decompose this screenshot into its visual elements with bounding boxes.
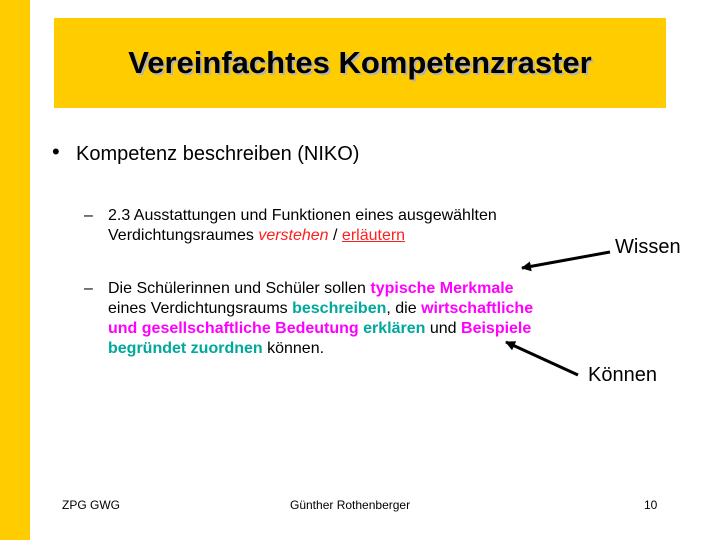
term-gesellschaftliche-bedeutung: und gesellschaftliche Bedeutung [108,320,359,337]
sub2-l2-a: eines Verdichtungsraums [108,300,293,317]
footer-left: ZPG GWG [62,498,120,512]
sub2-l3-und: und [425,320,462,337]
dash-icon: – [84,207,93,224]
verb-erklaeren: erklären [363,320,426,337]
dash-icon: – [84,280,93,297]
verb-beschreiben: beschreiben [292,300,387,317]
sub1-line1: 2.3 Ausstattungen und Funktionen eines ausgewählten [108,207,497,224]
term-wirtschaftliche: wirtschaftliche [421,300,534,317]
verb-begruendet-zuordnen: begründet zuordnen [108,340,263,357]
bullet-dot-icon: • [52,139,60,164]
arrow-wissen-icon [522,252,610,268]
footer-page-number: 10 [644,498,658,512]
term-typische-merkmale: typische Merkmale [370,280,514,297]
bullet-text: Kompetenz beschreiben (NIKO) [76,143,360,165]
footer-author: Günther Rothenberger [290,498,411,512]
term-beispiele: Beispiele [461,320,532,337]
label-wissen: Wissen [615,236,681,258]
arrow-koennen-icon [506,342,578,375]
label-koennen: Können [588,364,657,386]
sub2-l2-c: , die [386,300,422,317]
sub1-line2-a: Verdichtungsraumes [108,227,259,244]
verb-verstehen: verstehen [258,227,329,244]
slide-title: Vereinfachtes Kompetenzraster [128,45,592,80]
sub2-l1-a: Die Schülerinnen und Schüler sollen [108,280,371,297]
sub2-l4-b: können. [262,340,325,357]
verb-erlaeutern: erläutern [341,227,406,244]
sub1-separator: / [328,227,342,244]
